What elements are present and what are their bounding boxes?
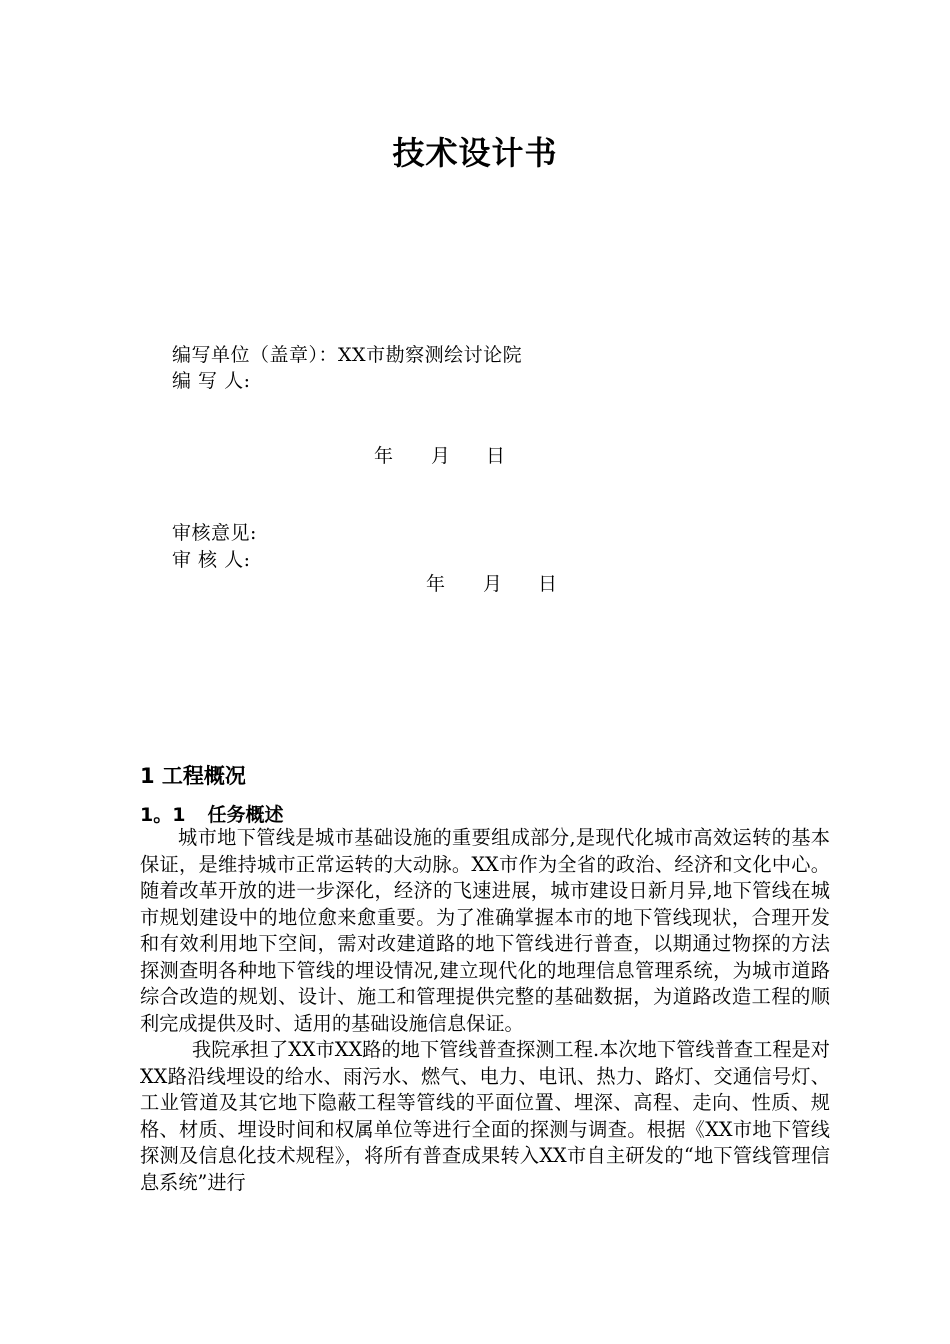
document-title: 技术设计书 bbox=[392, 134, 558, 172]
date-month: 月 bbox=[483, 573, 503, 595]
review-opinion-label: 审核意见: bbox=[172, 522, 257, 544]
reviewer-label: 审 核 人: bbox=[172, 549, 251, 571]
body-text bbox=[140, 825, 830, 1196]
author-label: 编 写 人: bbox=[172, 370, 251, 392]
paragraph: 城市地下管线是城市基础设施的重要组成部分,是现代化城市高效运转的基本保证，是维持城市正常运转的大动脉。XX市作为全省的政治、经济和文化中心。随着改革开放的进一步深化，经济的飞速进展，城市建设日新月异,地下管线在城市规划建设中的地位愈来愈重要。为了准确掌握本市的地下管线现状，合理开发和有效利用地下空间，需对改建道路的地下管线进行普查，以期通过物探的方法探测查明各种地下管线的埋设情况,建立现代化的地理信息管理系统，为城市道路综合改造的规划、设计、施工和管理提供完整的基础数据，为道路改造工程的顺利完成提供及时、适用的基础设施信息保证。 bbox=[140, 826, 830, 1035]
date-month: 月 bbox=[431, 445, 451, 467]
date-day: 日 bbox=[538, 573, 558, 595]
subsection-heading bbox=[140, 800, 283, 827]
date-year: 年 bbox=[426, 573, 446, 595]
author-unit-line bbox=[172, 340, 522, 367]
author-unit-label: 编写单位（盖章）： bbox=[172, 344, 339, 366]
paragraph: 我院承担了XX市XX路的地下管线普查探测工程.本次地下管线普查工程是对XX路沿线埋设的给水、雨污水、燃气、电力、电讯、热力、路灯、交通信号灯、工业管道及其它地下隐蔽工程等管线的平面位置、埋深、高程、走向、性质、规格、材质、埋设时间和权属单位等进行全面的探测与调查。根据《XX市地下管线探测及信息化技术规程》，将所有普查成果转入XX市自主研发的“地下管线管理信息系统”进行 bbox=[140, 1038, 830, 1194]
date-day: 日 bbox=[486, 445, 506, 467]
author-unit-value: XX市勘察测绘讨论院 bbox=[338, 344, 523, 366]
author-date bbox=[374, 441, 506, 468]
subsection-title: 任务概述 bbox=[207, 804, 284, 826]
review-date bbox=[426, 569, 558, 596]
section-heading: 1 工程概况 bbox=[140, 764, 246, 788]
subsection-number: 1。1 bbox=[140, 804, 186, 826]
date-year: 年 bbox=[374, 445, 394, 467]
